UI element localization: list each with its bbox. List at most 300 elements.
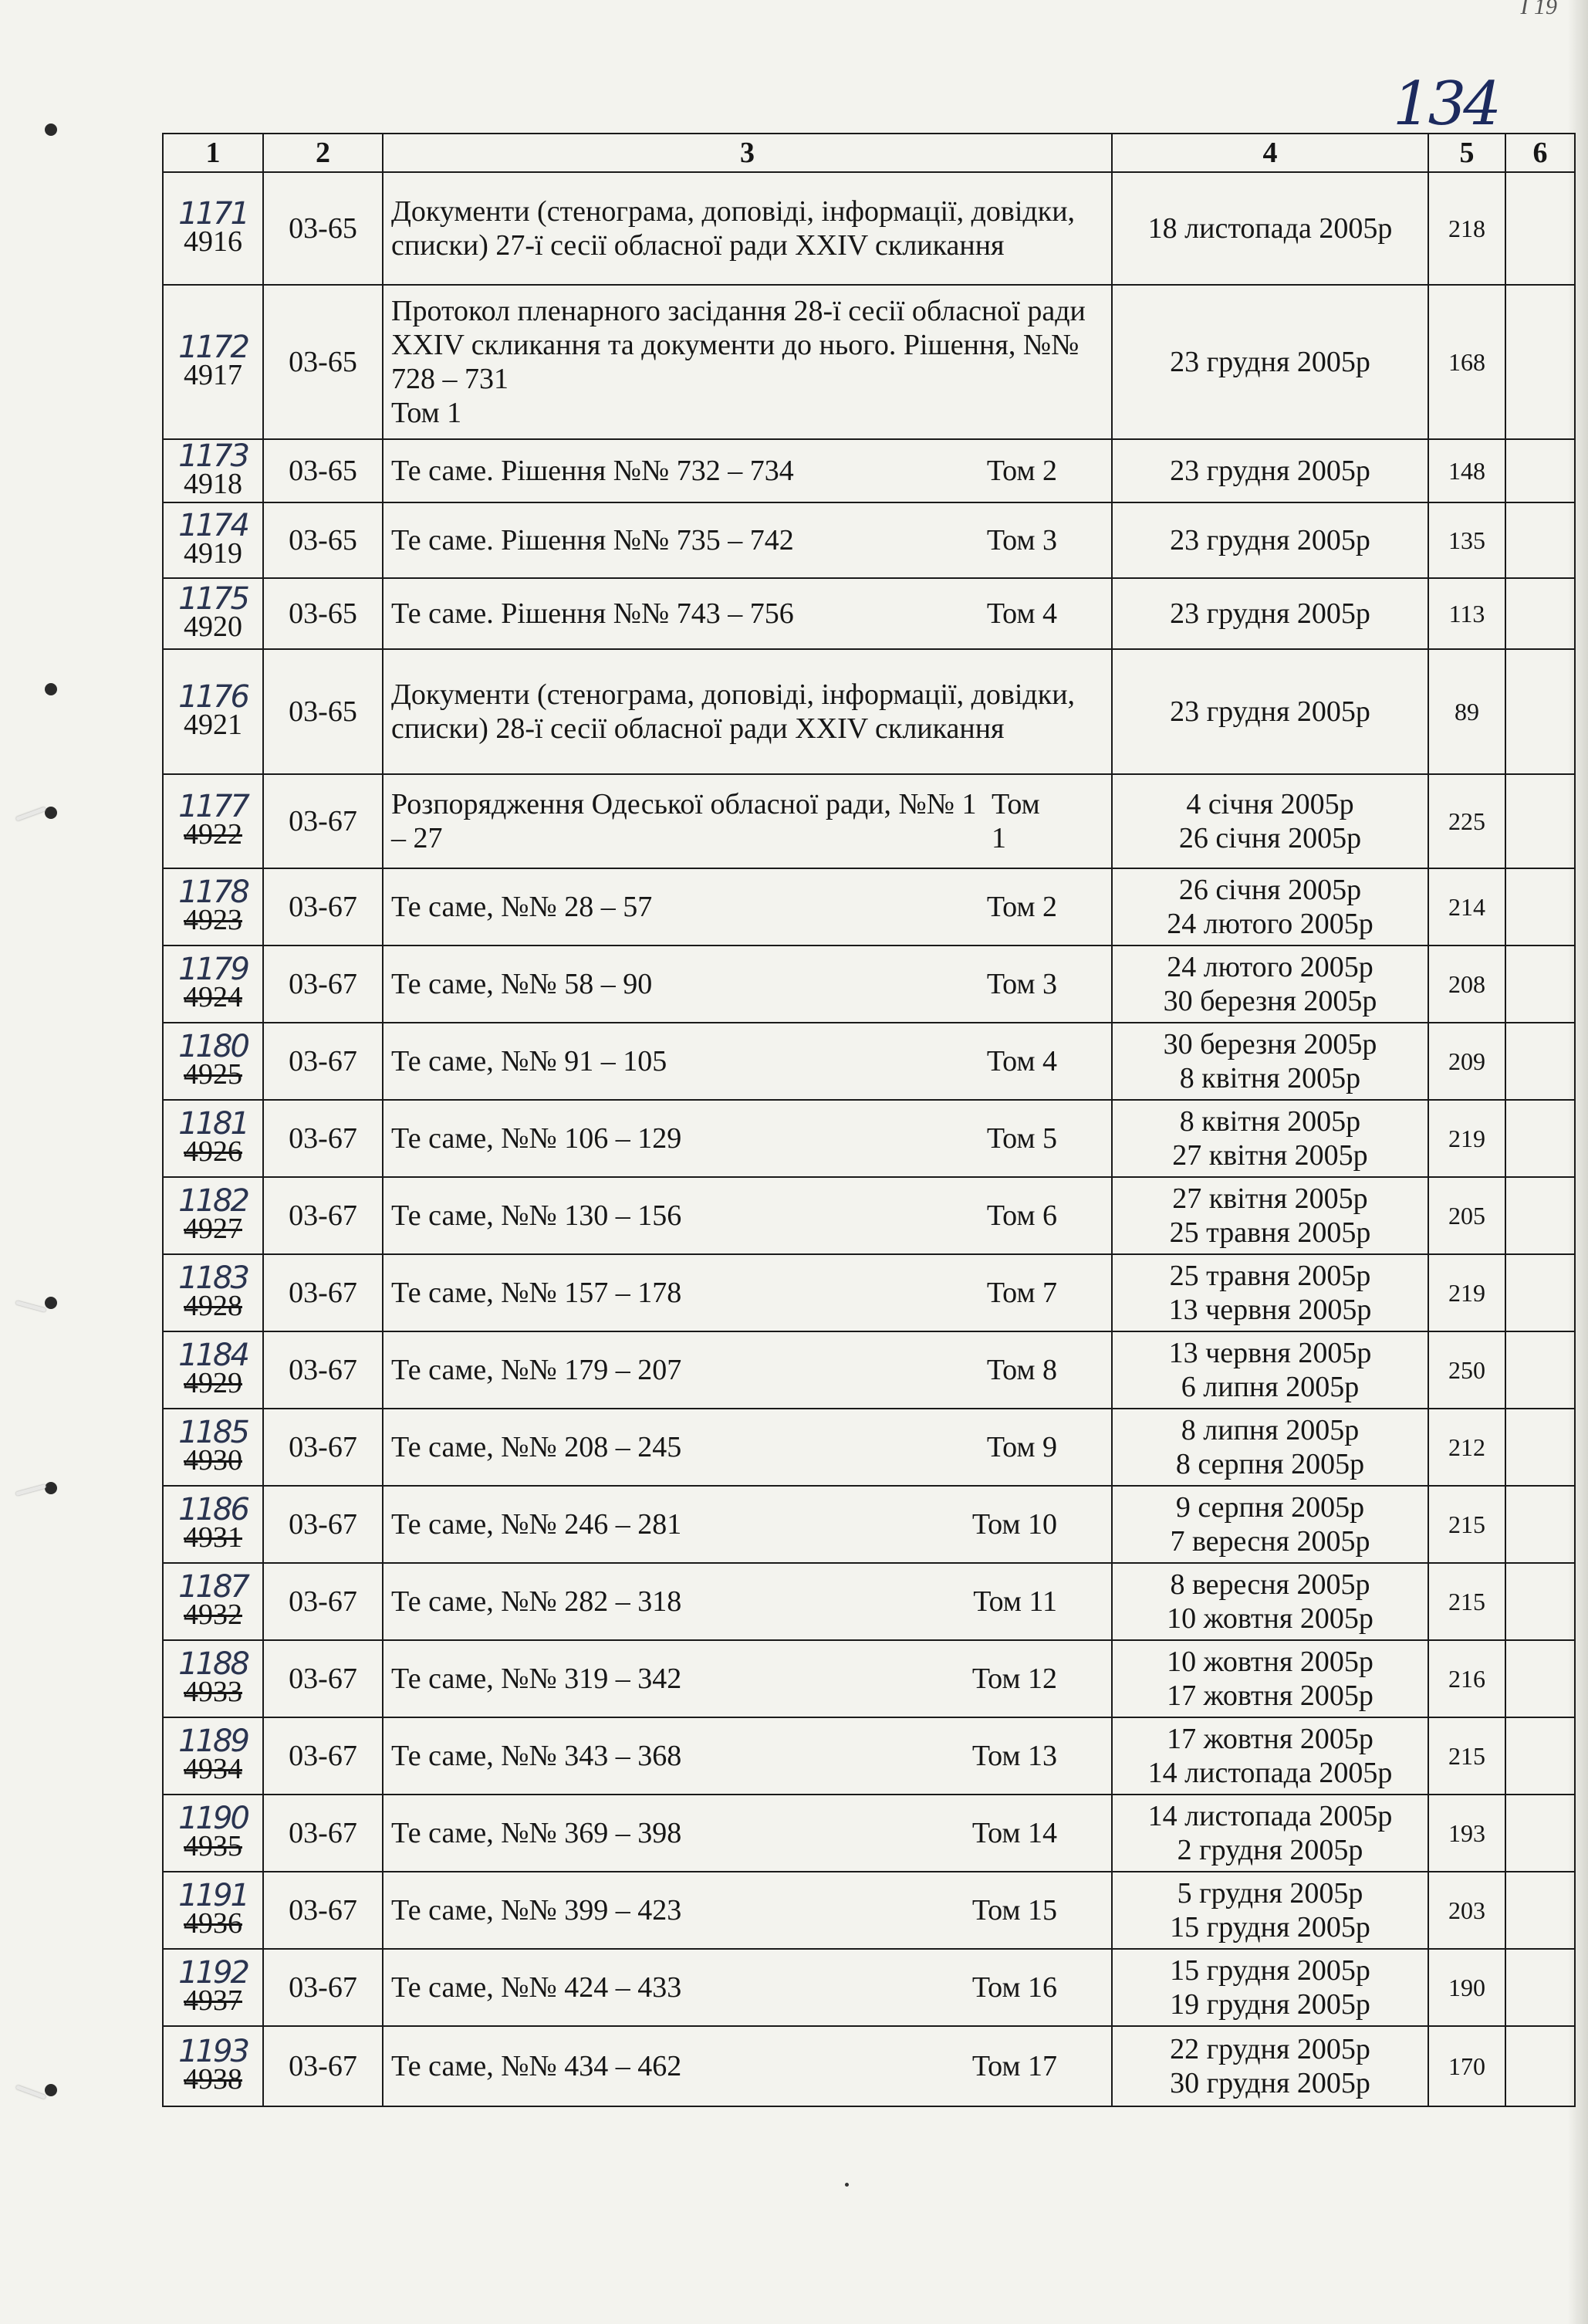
old-case-number: 4932: [184, 1598, 242, 1631]
dates-cell: [1112, 578, 1428, 649]
date-line: 27 квітня 2005р: [1172, 1139, 1368, 1172]
sheet-count-cell: 205: [1428, 1177, 1505, 1254]
new-case-number: 1183: [178, 1260, 248, 1296]
new-case-number: 1172: [178, 330, 248, 365]
description-line: [391, 1507, 1103, 1541]
description-text: Те саме, №№ 399 – 423: [391, 1894, 682, 1927]
old-case-number: 4933: [184, 1676, 242, 1708]
description-text: Те саме, №№ 157 – 178: [391, 1277, 682, 1309]
col-header-5: 5: [1428, 134, 1505, 172]
new-case-number: 1171: [178, 196, 248, 232]
binding-hole: [45, 1297, 57, 1309]
date-line: 2 грудня 2005р: [1177, 1834, 1363, 1866]
case-number-cell: [163, 649, 263, 774]
description-line: [391, 1199, 1103, 1233]
table-row: [163, 774, 1575, 868]
date-line: 8 серпня 2005р: [1175, 1448, 1365, 1480]
description-cell: [383, 649, 1112, 774]
old-case-number: 4923: [184, 904, 242, 936]
index-cell: 03-65: [263, 285, 383, 439]
case-number-cell: [163, 1717, 263, 1795]
description-text: Те саме, №№ 343 – 368: [391, 1740, 682, 1772]
new-case-number: 1187: [178, 1569, 248, 1605]
description-cell: [383, 1254, 1112, 1331]
date-line: 8 квітня 2005р: [1179, 1062, 1361, 1094]
dates-cell: [1112, 1100, 1428, 1177]
case-number-cell: [163, 774, 263, 868]
volume-label: Том 3: [986, 968, 1057, 1000]
description-cell: [383, 285, 1112, 439]
note-cell: [1505, 172, 1575, 285]
case-number-cell: [163, 1563, 263, 1640]
date-line: 25 травня 2005р: [1169, 1216, 1371, 1249]
new-case-number: 1181: [178, 1106, 248, 1142]
table-row: [163, 1640, 1575, 1717]
binding-hole: [45, 807, 57, 819]
dates-cell: [1112, 1563, 1428, 1640]
case-number-cell: [163, 578, 263, 649]
volume-label: Том 1: [391, 397, 462, 429]
note-cell: [1505, 774, 1575, 868]
index-cell: 03-67: [263, 1409, 383, 1486]
sheet-count-cell: 89: [1428, 649, 1505, 774]
sheet-count-cell: 212: [1428, 1409, 1505, 1486]
sheet-count-cell: 214: [1428, 868, 1505, 945]
table-row: [163, 172, 1575, 285]
note-cell: [1505, 1640, 1575, 1717]
new-case-number: 1189: [178, 1724, 248, 1759]
dates-cell: [1112, 1872, 1428, 1949]
description-line: [391, 1816, 1103, 1850]
new-case-number: 1185: [178, 1415, 248, 1450]
index-cell: 03-67: [263, 1254, 383, 1331]
date-line: 10 жовтня 2005р: [1167, 1646, 1373, 1678]
table-row: [163, 2026, 1575, 2106]
old-case-number: 4927: [184, 1213, 242, 1245]
note-cell: [1505, 1717, 1575, 1795]
volume-label: Том 2: [986, 891, 1057, 923]
dates-cell: [1112, 1409, 1428, 1486]
description-cell: [383, 2026, 1112, 2106]
description-text: Те саме, №№ 106 – 129: [391, 1122, 682, 1155]
binding-hole: [45, 123, 57, 136]
table-row: [163, 945, 1575, 1023]
binding-hole: [45, 2084, 57, 2096]
note-cell: [1505, 2026, 1575, 2106]
date-line: 14 листопада 2005р: [1147, 1757, 1393, 1789]
table-row: [163, 868, 1575, 945]
inventory-body: [163, 172, 1575, 2106]
col-header-4: 4: [1112, 134, 1428, 172]
description-line: [391, 1662, 1103, 1696]
note-cell: [1505, 1486, 1575, 1563]
date-line: 24 лютого 2005р: [1167, 908, 1373, 940]
sheet-count-cell: 250: [1428, 1331, 1505, 1409]
header-row: [163, 134, 1575, 172]
old-case-number: 4934: [184, 1753, 242, 1785]
description-line: [391, 2049, 1103, 2083]
table-row: [163, 1949, 1575, 2026]
table-row: [163, 1717, 1575, 1795]
old-case-number: 4937: [184, 1984, 242, 2017]
description-line: [391, 454, 1103, 488]
binding-hole: [45, 683, 57, 695]
top-right-mark: I 19: [1520, 0, 1557, 19]
volume-label: Том 7: [986, 1277, 1057, 1309]
binding-thread: [15, 2085, 46, 2099]
new-case-number: 1173: [178, 439, 248, 474]
date-line: 17 жовтня 2005р: [1167, 1680, 1373, 1712]
case-number-cell: [163, 1640, 263, 1717]
date-line: 14 листопада 2005р: [1147, 1800, 1393, 1832]
volume-label: Том 14: [971, 1817, 1057, 1849]
index-cell: 03-67: [263, 1872, 383, 1949]
description-cell: [383, 1872, 1112, 1949]
description-cell: [383, 1331, 1112, 1409]
dates-cell: [1112, 1949, 1428, 2026]
description-cell: [383, 1486, 1112, 1563]
case-number-cell: [163, 1177, 263, 1254]
sheet-count-cell: 219: [1428, 1100, 1505, 1177]
description-line: [391, 597, 1103, 631]
note-cell: [1505, 1331, 1575, 1409]
sheet-count-cell: 209: [1428, 1023, 1505, 1100]
volume-label: Том 16: [971, 1971, 1057, 2004]
volume-label: Том 8: [986, 1354, 1057, 1386]
description-line: [391, 1893, 1103, 1927]
note-cell: [1505, 945, 1575, 1023]
sheet-count-cell: 193: [1428, 1795, 1505, 1872]
description-text: Те саме, №№ 130 – 156: [391, 1199, 682, 1232]
volume-label: Том 6: [986, 1199, 1057, 1232]
description-text: Те саме, №№ 179 – 207: [391, 1354, 682, 1386]
volume-label: Том 2: [986, 455, 1057, 487]
description-line: [391, 1044, 1103, 1078]
old-case-number: 4928: [184, 1290, 242, 1322]
dates-cell: [1112, 945, 1428, 1023]
date-line: 9 серпня 2005р: [1175, 1491, 1365, 1524]
description-cell: [383, 1100, 1112, 1177]
inventory-table: [162, 133, 1576, 2107]
old-case-number: 4918: [184, 468, 242, 500]
description-line: [391, 1353, 1103, 1387]
date-line: 8 квітня 2005р: [1179, 1105, 1361, 1138]
volume-label: Том 4: [986, 1045, 1057, 1077]
dates-cell: [1112, 502, 1428, 578]
description-cell: [383, 1409, 1112, 1486]
case-number-cell: [163, 502, 263, 578]
volume-label: Том 4: [986, 597, 1057, 630]
sheet-number: 134: [1393, 69, 1498, 139]
old-case-number: 4924: [184, 981, 242, 1013]
volume-label: Том 12: [971, 1663, 1057, 1695]
table-row: [163, 1409, 1575, 1486]
note-cell: [1505, 578, 1575, 649]
note-cell: [1505, 1949, 1575, 2026]
new-case-number: 1190: [178, 1801, 248, 1836]
description-cell: [383, 774, 1112, 868]
description-cell: [383, 1795, 1112, 1872]
dates-cell: [1112, 1023, 1428, 1100]
new-case-number: 1184: [178, 1338, 248, 1373]
dates-cell: [1112, 2026, 1428, 2106]
note-cell: [1505, 1254, 1575, 1331]
description-line: [391, 1430, 1103, 1464]
description-line: [391, 890, 1103, 924]
table-row: [163, 1872, 1575, 1949]
note-cell: [1505, 1023, 1575, 1100]
sheet-count-cell: 190: [1428, 1949, 1505, 2026]
note-cell: [1505, 285, 1575, 439]
index-cell: 03-67: [263, 868, 383, 945]
volume-label: Том 5: [986, 1122, 1057, 1155]
description-text: Те саме, №№ 434 – 462: [391, 2050, 682, 2082]
note-cell: [1505, 1563, 1575, 1640]
date-line: 26 січня 2005р: [1178, 874, 1362, 906]
volume-label: Том 3: [986, 524, 1057, 556]
col-header-2: 2: [263, 134, 383, 172]
description-line: [391, 1585, 1103, 1619]
note-cell: [1505, 1409, 1575, 1486]
dates-cell: [1112, 1795, 1428, 1872]
volume-label: Том 9: [986, 1431, 1057, 1463]
table-row: [163, 1177, 1575, 1254]
old-case-number: 4916: [184, 225, 242, 258]
old-case-number: 4936: [184, 1907, 242, 1940]
date-line: 25 травня 2005р: [1169, 1260, 1371, 1292]
description-text: Те саме, №№ 246 – 281: [391, 1508, 682, 1541]
sheet-count-cell: 170: [1428, 2026, 1505, 2106]
index-cell: 03-67: [263, 1486, 383, 1563]
date-line: 19 грудня 2005р: [1170, 1988, 1370, 2021]
description-text: Розпорядження Одеської обласної ради, №№ 1 – 27: [391, 788, 977, 854]
note-cell: [1505, 439, 1575, 502]
description-cell: [383, 945, 1112, 1023]
sheet-count-cell: 215: [1428, 1486, 1505, 1563]
date-line: 8 вересня 2005р: [1170, 1568, 1370, 1601]
table-row: [163, 1795, 1575, 1872]
table-row: [163, 1563, 1575, 1640]
index-cell: 03-67: [263, 1717, 383, 1795]
index-cell: 03-67: [263, 1640, 383, 1717]
sheet-count-cell: 168: [1428, 285, 1505, 439]
description-cell: [383, 1640, 1112, 1717]
index-cell: 03-67: [263, 1023, 383, 1100]
dates-cell: [1112, 172, 1428, 285]
description-line: [391, 1121, 1103, 1155]
case-number-cell: [163, 1795, 263, 1872]
case-number-cell: [163, 2026, 263, 2106]
new-case-number: 1182: [178, 1183, 248, 1219]
sheet-count-cell: 135: [1428, 502, 1505, 578]
date-line: 13 червня 2005р: [1168, 1337, 1372, 1369]
sheet-count-cell: 148: [1428, 439, 1505, 502]
case-number-cell: [163, 1023, 263, 1100]
dates-cell: [1112, 1177, 1428, 1254]
new-case-number: 1174: [178, 508, 248, 543]
old-case-number: 4926: [184, 1135, 242, 1168]
date-line: 10 жовтня 2005р: [1167, 1602, 1373, 1635]
date-line: 30 березня 2005р: [1163, 985, 1377, 1017]
index-cell: 03-67: [263, 1177, 383, 1254]
date-line: 27 квітня 2005р: [1172, 1182, 1368, 1215]
description-line: [391, 787, 1103, 855]
index-cell: 03-65: [263, 578, 383, 649]
sheet-count-cell: 219: [1428, 1254, 1505, 1331]
old-case-number: 4929: [184, 1367, 242, 1399]
sheet-count-cell: 225: [1428, 774, 1505, 868]
volume-label: Том 10: [971, 1508, 1057, 1541]
old-case-number: 4935: [184, 1830, 242, 1862]
description-line: [391, 1970, 1103, 2004]
description-line: [391, 967, 1103, 1001]
date-line: 23 грудня 2005р: [1170, 524, 1370, 556]
description-text: Документи (стенограма, доповіді, інформації, довідки, списки) 27-ї сесії обласної ради XXIV скликання: [391, 195, 1076, 262]
dates-cell: [1112, 1640, 1428, 1717]
description-cell: [383, 1717, 1112, 1795]
index-cell: 03-65: [263, 439, 383, 502]
dates-cell: [1112, 1254, 1428, 1331]
date-line: 8 липня 2005р: [1181, 1414, 1360, 1446]
date-line: 26 січня 2005р: [1178, 822, 1362, 854]
case-number-cell: [163, 285, 263, 439]
table-row: [163, 1486, 1575, 1563]
note-cell: [1505, 502, 1575, 578]
case-number-cell: [163, 1872, 263, 1949]
description-text: Те саме, №№ 319 – 342: [391, 1663, 682, 1695]
date-line: 18 листопада 2005р: [1147, 212, 1393, 245]
description-text: Те саме. Рішення №№ 732 – 734: [391, 455, 794, 487]
binding-thread: [15, 807, 46, 820]
new-case-number: 1186: [178, 1492, 248, 1527]
new-case-number: 1180: [178, 1029, 248, 1064]
col-header-6: 6: [1505, 134, 1575, 172]
note-cell: [1505, 1795, 1575, 1872]
new-case-number: 1188: [178, 1646, 248, 1682]
description-text: Те саме, №№ 369 – 398: [391, 1817, 682, 1849]
index-cell: 03-67: [263, 1331, 383, 1409]
date-line: 23 грудня 2005р: [1170, 455, 1370, 487]
note-cell: [1505, 1872, 1575, 1949]
table-row: [163, 578, 1575, 649]
note-cell: [1505, 1177, 1575, 1254]
old-case-number: 4931: [184, 1521, 242, 1554]
table-row: [163, 502, 1575, 578]
case-number-cell: [163, 945, 263, 1023]
table-row: [163, 1331, 1575, 1409]
index-cell: 03-67: [263, 774, 383, 868]
old-case-number: 4925: [184, 1058, 242, 1091]
dates-cell: [1112, 1331, 1428, 1409]
description-cell: [383, 578, 1112, 649]
case-number-cell: [163, 1331, 263, 1409]
new-case-number: 1193: [178, 2034, 248, 2069]
date-line: 13 червня 2005р: [1168, 1294, 1372, 1326]
dates-cell: [1112, 1486, 1428, 1563]
old-case-number: 4917: [184, 359, 242, 391]
index-cell: 03-65: [263, 502, 383, 578]
description-cell: [383, 1949, 1112, 2026]
old-case-number: 4922: [184, 818, 242, 851]
binding-thread: [15, 1301, 46, 1312]
date-line: 6 липня 2005р: [1181, 1371, 1360, 1403]
new-case-number: 1176: [178, 679, 248, 715]
description-cell: [383, 1177, 1112, 1254]
dates-cell: [1112, 1717, 1428, 1795]
description-text: Те саме. Рішення №№ 735 – 742: [391, 524, 794, 556]
description-text: Те саме. Рішення №№ 743 – 756: [391, 597, 794, 630]
description-cell: [383, 439, 1112, 502]
date-line: 30 грудня 2005р: [1170, 2067, 1370, 2099]
new-case-number: 1177: [178, 789, 248, 824]
old-case-number: 4919: [184, 537, 242, 570]
new-case-number: 1191: [178, 1878, 248, 1913]
sheet-count-cell: 203: [1428, 1872, 1505, 1949]
description-line: [391, 523, 1103, 557]
sheet-count-cell: 216: [1428, 1640, 1505, 1717]
note-cell: [1505, 649, 1575, 774]
old-case-number: 4938: [184, 2063, 242, 2096]
description-cell: [383, 172, 1112, 285]
date-line: 24 лютого 2005р: [1167, 951, 1373, 983]
date-line: 23 грудня 2005р: [1170, 597, 1370, 630]
new-case-number: 1178: [178, 874, 248, 910]
index-cell: 03-65: [263, 649, 383, 774]
description-text: Те саме, №№ 208 – 245: [391, 1431, 682, 1463]
description-line: [391, 1276, 1103, 1310]
description-text: Те саме, №№ 58 – 90: [391, 968, 653, 1000]
volume-label: Том 13: [971, 1740, 1057, 1772]
index-cell: 03-67: [263, 1563, 383, 1640]
col-header-1: 1: [163, 134, 263, 172]
dates-cell: [1112, 868, 1428, 945]
case-number-cell: [163, 1486, 263, 1563]
new-case-number: 1175: [178, 581, 248, 617]
table-row: [163, 649, 1575, 774]
description-text: Те саме, №№ 91 – 105: [391, 1045, 667, 1077]
index-cell: 03-67: [263, 2026, 383, 2106]
col-header-3: 3: [383, 134, 1112, 172]
index-cell: 03-67: [263, 1100, 383, 1177]
binding-hole: [45, 1482, 57, 1494]
volume-label: Том 11: [973, 1585, 1057, 1618]
description-cell: [383, 1023, 1112, 1100]
date-line: 23 грудня 2005р: [1170, 346, 1370, 378]
new-case-number: 1179: [178, 952, 248, 987]
date-line: 15 грудня 2005р: [1170, 1911, 1370, 1943]
date-line: 7 вересня 2005р: [1170, 1525, 1370, 1558]
sheet-count-cell: 113: [1428, 578, 1505, 649]
binding-thread: [15, 1484, 46, 1496]
new-case-number: 1192: [178, 1955, 248, 1991]
date-line: 30 березня 2005р: [1163, 1028, 1377, 1061]
description-cell: [383, 1563, 1112, 1640]
description-line: [391, 1739, 1103, 1773]
sheet-count-cell: 208: [1428, 945, 1505, 1023]
table-row: [163, 285, 1575, 439]
date-line: 15 грудня 2005р: [1170, 1954, 1370, 1987]
page-mark: [845, 2183, 849, 2187]
sheet-count-cell: 215: [1428, 1563, 1505, 1640]
description-text: Те саме, №№ 282 – 318: [391, 1585, 682, 1618]
table-row: [163, 1254, 1575, 1331]
index-cell: 03-67: [263, 1949, 383, 2026]
volume-label: Том 1: [991, 788, 1040, 854]
dates-cell: [1112, 439, 1428, 502]
case-number-cell: [163, 1254, 263, 1331]
description-cell: [383, 502, 1112, 578]
note-cell: [1505, 868, 1575, 945]
